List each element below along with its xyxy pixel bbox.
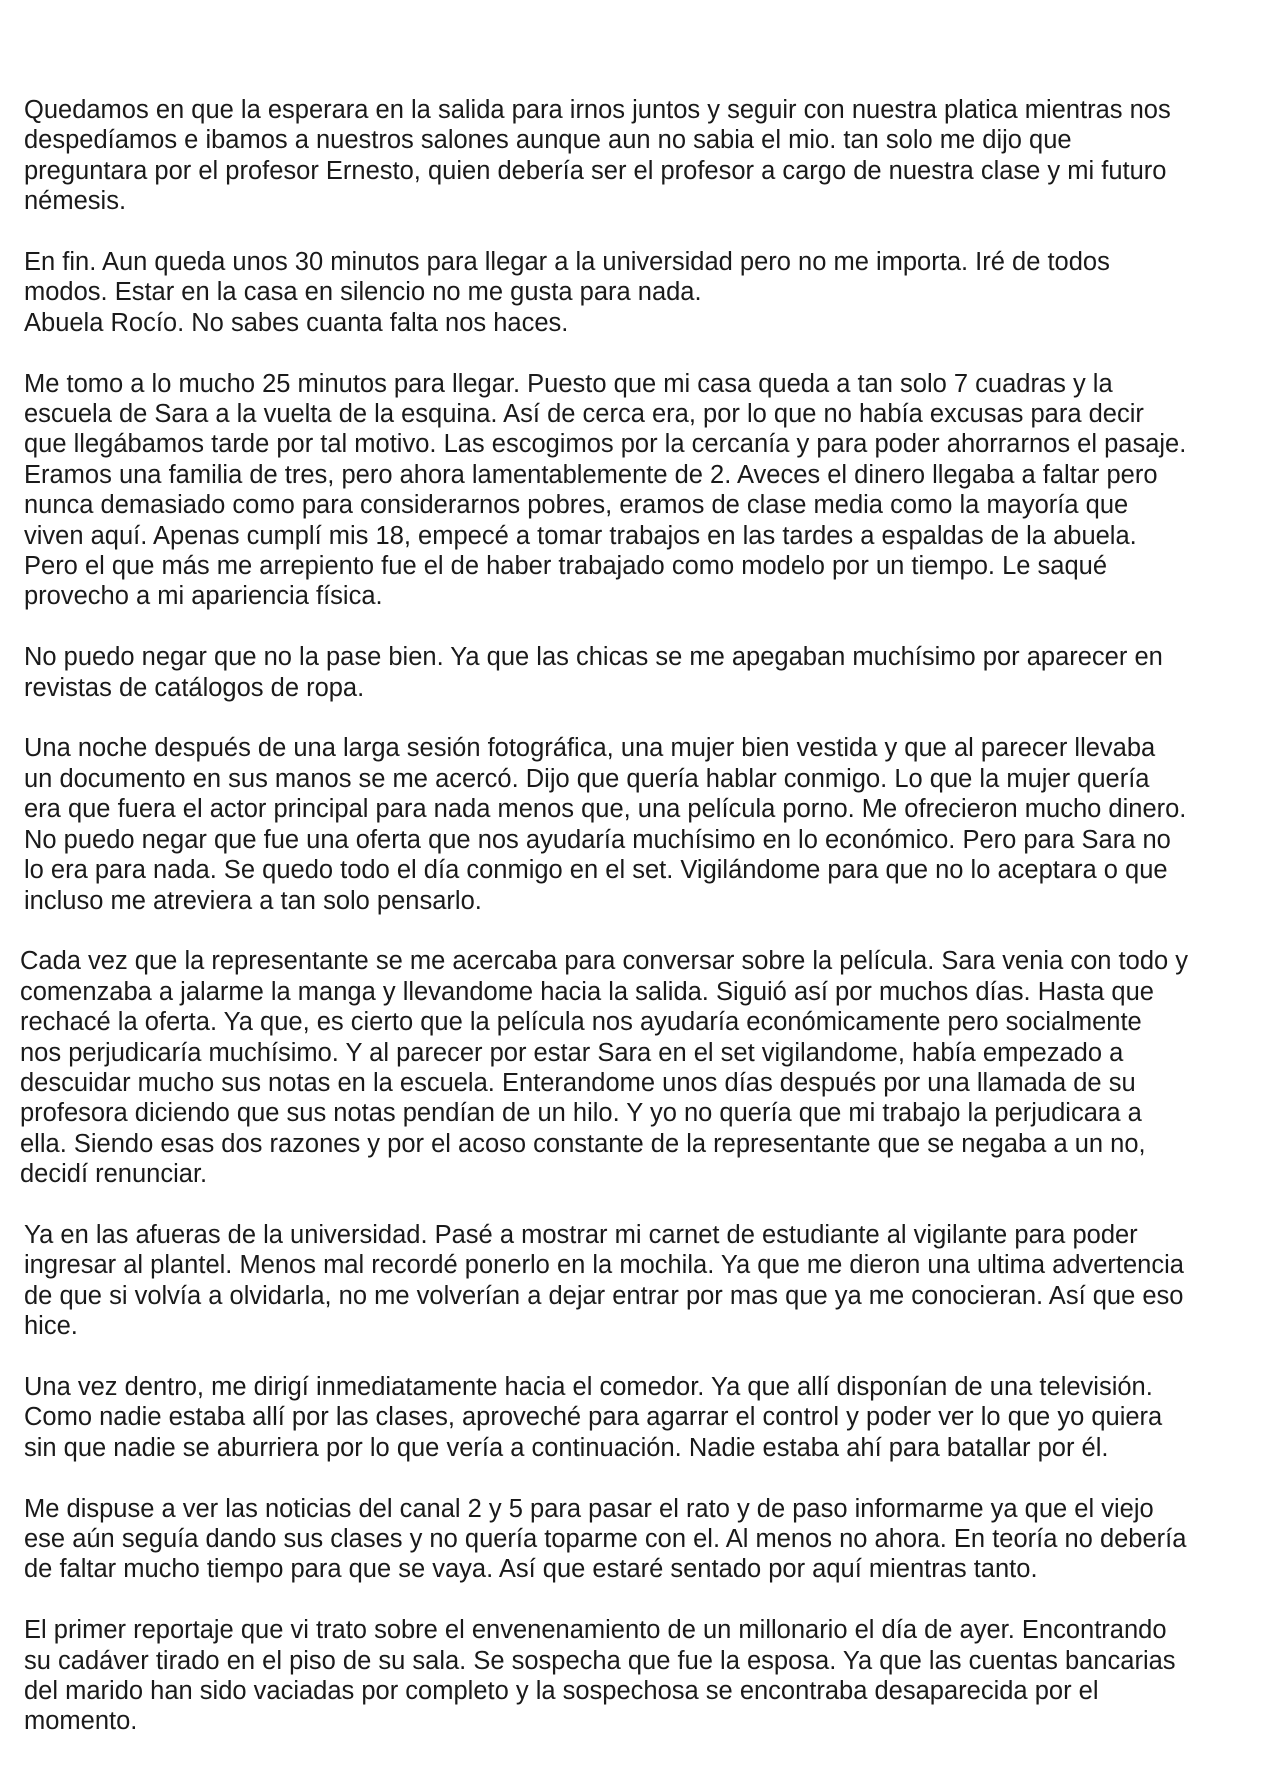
paragraph-el-primer-reportaje: El primer reportaje que vi trato sobre el envenenamiento de un millonario el día de ayer. Encontrando su cadáver tirado en el piso de su sala. Se sospecha que fue la esposa. Ya que las cuentas bancarias del marido han sido vaciadas por completo y la sospechosa se encontraba desaparecida por el momento. [24,1616,1176,1736]
paragraph-en-fin: En fin. Aun queda unos 30 minutos para llegar a la universidad pero no me importa. Iré de todos modos. Estar en la casa en silencio no me gusta para nada. Abuela Rocío. No sabes cuanta falta nos haces. [24,248,1110,337]
paragraph-no-puedo-negar: No puedo negar que no la pase bien. Ya que las chicas se me apegaban muchísimo por aparecer en revistas de catálogos de ropa. [24,643,1163,702]
paragraph-una-vez-dentro: Una vez dentro, me dirigí inmediatamente hacia el comedor. Ya que allí disponían de una televisión. Como nadie estaba allí por las clases, aproveché para agarrar el control y poder ver lo que yo quiera sin que nadie se aburriera por lo que vería a continuación. Nadie estaba ahí para batallar por él. [24,1372,1163,1462]
paragraph-me-dispuse: Me dispuse a ver las noticias del canal 2 y 5 para pasar el rato y de paso informarme ya que el viejo ese aún seguía dando sus clases y no quería toparme con el. Al menos no ahora. En teoría no debería de faltar mucho tiempo para que se vaya. Así que estaré sentado por aquí mientras tanto. [24,1494,1187,1584]
paragraph-cada-vez: Cada vez que la representante se me acercaba para conversar sobre la película. Sara venia con todo y comenzaba a jalarme la manga y llevandome hacia la salida. Siguió así por muchos días. Hasta que rechacé la oferta. Ya que, es cierto que la película nos ayudaría económicamente pero socialmente nos perjudicaría muchísimo. Y al parecer por estar Sara en el set vigilandome, había empezado a descuidar mucho sus notas en la escuela. Enterandome unos días después por una llamada de su profesora diciendo que sus notas pendían de un hilo. Y yo no quería que mi trabajo la perjudicara a ella. Siendo esas dos razones y por el acoso constante de la representante que se negaba a un no, decidí renunciar. [20,947,1189,1189]
paragraph-una-noche: Una noche después de una larga sesión fotográfica, una mujer bien vestida y que al parecer llevaba un documento en sus manos se me acercó. Dijo que quería hablar conmigo. Lo que la mujer quería era que fuera el actor principal para nada menos que, una película porno. Me ofrecieron mucho dinero. No puedo negar que fue una oferta que nos ayudaría muchísimo en lo económico. Pero para Sara no lo era para nada. Se quedo todo el día conmigo en el set. Vigilándome para que no lo aceptara o que incluso me atreviera a tan solo pensarlo. [24,734,1187,915]
paragraph-ya-en-las-afueras: Ya en las afueras de la universidad. Pasé a mostrar mi carnet de estudiante al vigilante para poder ingresar al plantel. Menos mal recordé ponerlo en la mochila. Ya que me dieron una ultima advertencia de que si volvía a olvidarla, no me volverían a dejar entrar por mas que ya me conocieran. Así que eso hice. [24,1220,1184,1341]
paragraph-quedamos: Quedamos en que la esperara en la salida para irnos juntos y seguir con nuestra platica mientras nos despedíamos e ibamos a nuestros salones aunque aun no sabia el mio. tan solo me dijo que preguntara por el profesor Ernesto, quien debería ser el profesor a cargo de nuestra clase y mi futuro némesis. [24,96,1171,216]
paragraph-me-tomo: Me tomo a lo mucho 25 minutos para llegar. Puesto que mi casa queda a tan solo 7 cuadras y la escuela de Sara a la vuelta de la esquina. Así de cerca era, por lo que no había excusas para decir que llegábamos tarde por tal motivo. Las escogimos por la cercanía y para poder ahorrarnos el pasaje. Eramos una familia de tres, pero ahora lamentablemente de 2. Aveces el dinero llegaba a faltar pero nunca demasiado como para considerarnos pobres, eramos de clase media como la mayoría que viven aquí. Apenas cumplí mis 18, empecé a tomar trabajos en las tardes a espaldas de la abuela. Pero el que más me arrepiento fue el de haber trabajado como modelo por un tiempo. Le saqué provecho a mi apariencia física. [24,369,1187,611]
